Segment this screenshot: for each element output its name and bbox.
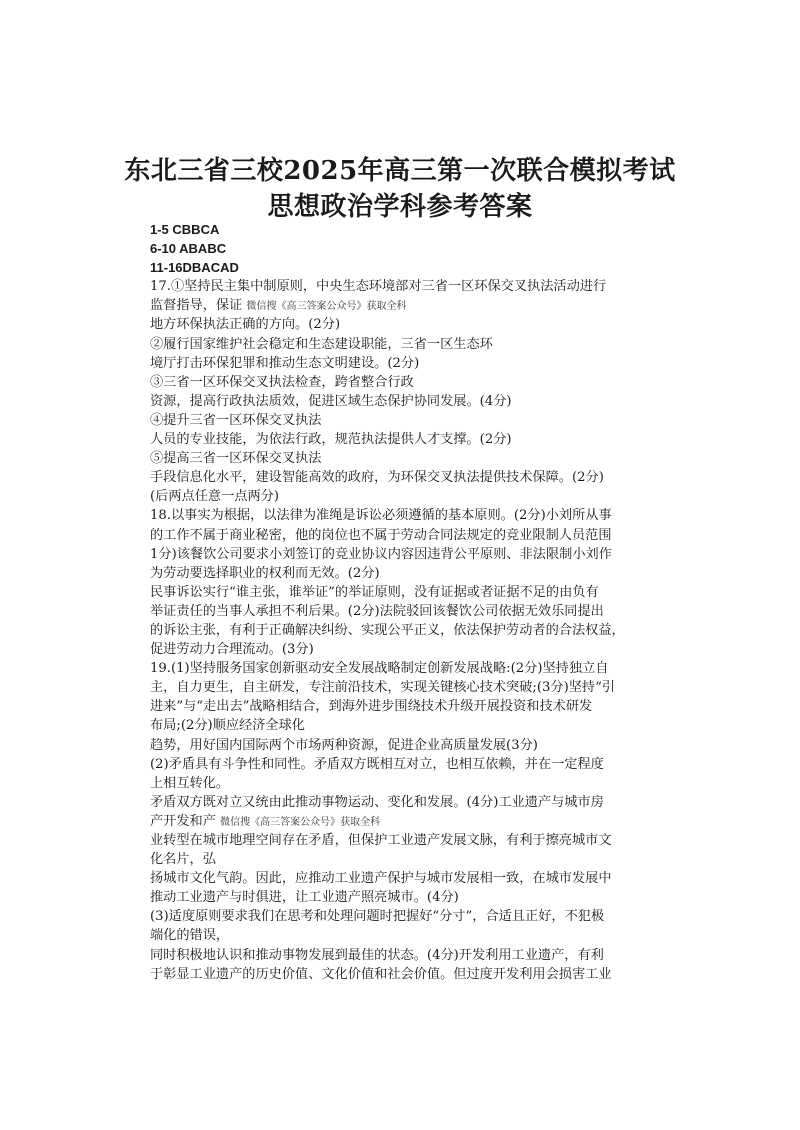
answer-line-text: 境厅打击环保犯罪和推动生态文明建设。(2分) <box>150 355 420 371</box>
answer-line <box>150 354 665 373</box>
answer-line-text: 的诉讼主张，有利于正确解决纠纷、实现公平正义，依法保护劳动者的合法权益， <box>150 622 625 638</box>
answer-line <box>150 736 665 755</box>
answer-line <box>150 392 665 411</box>
answer-line-text: 促进劳动力合理流动。(3分) <box>150 642 314 658</box>
answer-line <box>150 583 665 602</box>
answer-line-text: 地方环保执法正确的方向。(2分) <box>150 317 341 333</box>
answer-line-text: 进来”与“走出去”战略相结合，到海外进步围绕技术升级开展投资和技术研发 <box>150 699 593 715</box>
answer-line-text: 趋势，用好国内国际两个市场两种资源，促进企业高质量发展(3分) <box>150 737 538 753</box>
answer-line-text: 产开发和产 <box>150 813 221 829</box>
answer-line-text: 资源，提高行政执法质效，促进区域生态保护协同发展。(4分) <box>150 393 512 409</box>
answer-line-text: 的工作不属于商业秘密，他的岗位也不属于劳动合同法规定的竞业限制人员范围 <box>150 527 612 543</box>
answer-line-text: (2)矛盾具有斗争性和同性。矛盾双方既相互对立，也相互依赖，并在一定程度 <box>150 756 604 772</box>
answer-line <box>150 793 665 812</box>
answer-line-text: 扬城市文化气韵。因此，应推动工业遗产保护与城市发展相一致，在城市发展中 <box>150 871 612 887</box>
answer-line-text: 1分)该餐饮公司要求小刘签订的竞业协议内容因违背公平原则、非法限制小刘作 <box>150 546 612 562</box>
mc-answers-1-5: 1-5 CBBCA <box>150 222 220 237</box>
answer-line <box>150 907 665 926</box>
answer-line-text: 上相互转化。 <box>150 775 230 791</box>
answer-line <box>150 411 665 430</box>
answer-line <box>150 659 665 678</box>
answer-line-text: 18.以事实为根据，以法律为准绳是诉讼必须遵循的基本原则。(2分)小刘所从事 <box>150 508 612 524</box>
answer-line-text: 为劳动要选择职业的权利而无效。(2分) <box>150 565 380 581</box>
answer-line <box>150 487 665 506</box>
answer-line-text: 于彰显工业遗产的历史价值、文化价值和社会价值。但过度开发利用会损害工业 <box>150 966 612 982</box>
answer-line <box>150 564 665 583</box>
answer-line-text: ④提升三省一区环保交叉执法 <box>150 412 322 428</box>
answer-line-text: 17.①坚持民主集中制原则，中央生态环境部对三省一区环保交叉执法活动进行 <box>150 279 607 295</box>
answer-line <box>150 277 665 296</box>
watermark-note: 微信搜《高三答案公众号》获取全科 <box>246 301 407 313</box>
watermark-note: 微信搜《高三答案公众号》获取全科 <box>220 816 381 828</box>
answer-line <box>150 640 665 659</box>
answer-line-text: 端化的错误， <box>150 928 230 944</box>
answer-line <box>150 869 665 888</box>
answer-line-text: (3)适度原则要求我们在思考和处理问题时把握好“分寸”，合适且正好，不犯极 <box>150 909 605 925</box>
answer-line <box>150 621 665 640</box>
answer-line <box>150 965 665 984</box>
document-title: 东北三省三校2025年高三第一次联合模拟考试 <box>124 156 676 186</box>
answer-line-text: 推动工业遗产与时俱进，让工业遗产照亮城市。(4分) <box>150 890 459 906</box>
answer-line <box>150 373 665 392</box>
answer-line <box>150 430 665 449</box>
answer-line-text: 同时积极地认识和推动事物发展到最佳的状态。(4分)开发利用工业遗产，有利 <box>150 947 604 963</box>
answer-line-text: ⑤提高三省一区环保交叉执法 <box>150 451 322 467</box>
answer-line <box>150 545 665 564</box>
answer-line <box>150 888 665 907</box>
answer-line-text: 举证责任的当事人承担不利后果。(2分)法院驳回该餐饮公司依据无效乐同提出 <box>150 603 604 619</box>
mc-answers-6-10: 6-10 ABABC <box>150 241 227 257</box>
answer-line <box>150 755 665 774</box>
answer-line <box>150 774 665 793</box>
answer-line-text: 人员的专业技能，为依法行政，规范执法提供人才支撑。(2分) <box>150 432 512 448</box>
answer-line-text: 化名片，弘 <box>150 852 216 868</box>
answer-line-text: 矛盾双方既对立又统由此推动事物运动、变化和发展。(4分)工业遗产与城市房 <box>150 794 604 810</box>
answer-line <box>150 468 665 487</box>
answer-line <box>150 296 665 315</box>
document-subtitle: 思想政治学科参考答案 <box>267 192 533 222</box>
answer-line <box>150 946 665 965</box>
answer-line-text: (后两点任意一点两分) <box>150 489 279 505</box>
answer-line <box>150 506 665 525</box>
answer-line-text: 布局;(2分)顺应经济全球化 <box>150 718 305 734</box>
answer-content <box>150 220 665 984</box>
answer-line <box>150 697 665 716</box>
answer-line-text: 19.(1)坚持服务国家创新驱动安全发展战略制定创新发展战略:(2分)坚持独立自 <box>150 661 609 677</box>
answer-line-text: 手段信息化水平，建设智能高效的政府，为环保交叉执法提供技术保障。(2分) <box>150 470 604 486</box>
answer-line-text: 业转型在城市地理空间存在矛盾，但保护工业遗产发展文脉，有利于擦亮城市文 <box>150 833 612 848</box>
answer-line <box>150 812 665 831</box>
answer-line-text: ②履行国家维护社会稳定和生态建设职能，三省一区生态环 <box>150 336 493 352</box>
answer-line-text: ③三省一区环保交叉执法检查，跨省整合行政 <box>150 374 414 390</box>
answer-line <box>150 831 665 850</box>
answer-line-text: 监督指导，保证 <box>150 298 247 314</box>
answer-line <box>150 850 665 869</box>
answer-line-text: 民事诉讼实行“谁主张，谁举证”的举证原则，没有证据或者证据不足的由负有 <box>150 584 599 600</box>
answer-line <box>150 526 665 545</box>
answer-line <box>150 449 665 468</box>
answer-text-lines <box>150 277 665 983</box>
answer-line <box>150 335 665 354</box>
mc-answers-11-16: 11-16DBACAD <box>150 260 239 276</box>
answer-line <box>150 315 665 334</box>
answer-line <box>150 602 665 621</box>
answer-line <box>150 678 665 697</box>
answer-line-text: 主，自力更生，自主研发，专注前沿技术，实现关键核心技术突破;(3分)坚持“引 <box>150 680 616 696</box>
answer-line <box>150 926 665 945</box>
answer-line <box>150 716 665 735</box>
